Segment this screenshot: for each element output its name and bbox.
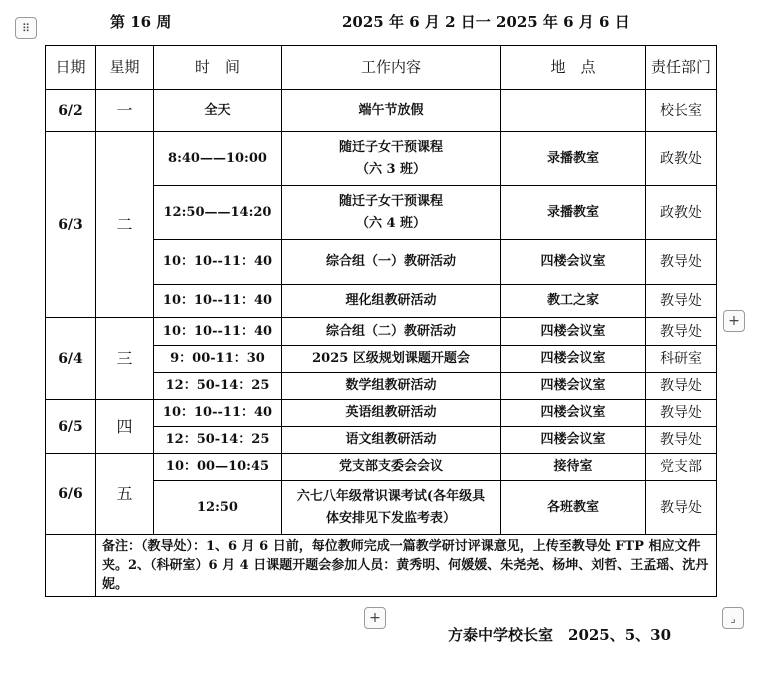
dept-cell: 教导处 [646, 318, 717, 346]
table-move-handle-icon[interactable]: ⠿ [15, 17, 37, 39]
header-dept: 责任部门 [646, 46, 717, 90]
header-location: 地 点 [501, 46, 646, 90]
content-cell [282, 373, 501, 400]
content-cell [282, 454, 501, 481]
location-cell [501, 90, 646, 132]
table-row [46, 400, 717, 427]
location-cell: 四楼会议室 [501, 427, 646, 454]
dept-cell: 政教处 [646, 132, 717, 186]
schedule-table [45, 45, 717, 597]
resize-corner-icon[interactable]: ⌟ [722, 607, 744, 629]
dept-cell: 教导处 [646, 240, 717, 285]
table-row [46, 318, 717, 346]
header-row [46, 46, 717, 90]
dept-cell: 党支部 [646, 454, 717, 481]
time-cell: 10：10--11：40 [154, 285, 282, 318]
table-row [46, 132, 717, 186]
location-cell: 四楼会议室 [501, 373, 646, 400]
content-line: 六七八年级常识课考试(各年级具 [296, 488, 486, 504]
content-cell [282, 132, 501, 186]
table-row [46, 90, 717, 132]
content-line: 综合组（二）教研活动 [325, 323, 456, 339]
header-date: 日期 [46, 46, 96, 90]
dept-cell: 校长室 [646, 90, 717, 132]
date-cell: 6/6 [46, 454, 96, 535]
add-column-plus-icon[interactable]: + [723, 310, 745, 332]
time-cell: 12:50——14:20 [154, 186, 282, 240]
location-cell: 四楼会议室 [501, 240, 646, 285]
location-cell: 四楼会议室 [501, 346, 646, 373]
date-cell: 6/2 [46, 90, 96, 132]
footer-signature: 方泰中学校长室 2025、5、30 [448, 626, 672, 644]
date-cell: 6/3 [46, 132, 96, 318]
weekday-cell: 二 [96, 132, 154, 318]
weekday-cell: 四 [96, 400, 154, 454]
content-cell [282, 427, 501, 454]
time-cell: 10：10--11：40 [154, 318, 282, 346]
content-line: 综合组（一）教研活动 [325, 254, 456, 269]
weekday-cell: 一 [96, 90, 154, 132]
dept-cell: 教导处 [646, 285, 717, 318]
content-line: （六 3 班） [355, 161, 427, 177]
content-cell [282, 318, 501, 346]
content-cell [282, 400, 501, 427]
time-cell: 全天 [154, 90, 282, 132]
note-empty-cell [46, 535, 96, 597]
date-range: 2025 年 6 月 2 日一 2025 年 6 月 6 日 [342, 13, 630, 31]
content-line: 随迁子女干预课程 [338, 193, 443, 209]
location-cell: 录播教室 [501, 186, 646, 240]
dept-cell: 科研室 [646, 346, 717, 373]
dept-cell: 政教处 [646, 186, 717, 240]
weekday-cell: 五 [96, 454, 154, 535]
location-cell: 四楼会议室 [501, 318, 646, 346]
header-time: 时 间 [154, 46, 282, 90]
time-cell: 12：50-14：25 [154, 373, 282, 400]
time-cell: 12：50-14：25 [154, 427, 282, 454]
content-line: 随迁子女干预课程 [338, 139, 443, 155]
week-label: 第 16 周 [110, 13, 172, 31]
dept-cell: 教导处 [646, 373, 717, 400]
note-row [46, 535, 717, 597]
time-cell: 10：10--11：40 [154, 400, 282, 427]
note-cell: 备注：（教导处）：1、6 月 6 日前，每位教师完成一篇教学研讨评课意见，上传至教导处 FTP 相应文件夹。2、（科研室）6 月 4 日课题开题会参加人员：黄秀明、何媛媛、朱尧尧、杨坤、刘哲、王孟瑶、沈丹妮。 [96, 535, 717, 597]
content-cell [282, 186, 501, 240]
header-content: 工作内容 [282, 46, 501, 90]
content-line: 体安排见下发监考表） [325, 510, 456, 526]
content-line: 数学组教研活动 [345, 378, 437, 393]
time-cell: 12:50 [154, 481, 282, 535]
content-line: 端午节放假 [358, 102, 424, 118]
dept-cell: 教导处 [646, 400, 717, 427]
location-cell: 录播教室 [501, 132, 646, 186]
content-cell [282, 346, 501, 373]
date-cell: 6/5 [46, 400, 96, 454]
content-cell [282, 481, 501, 535]
content-cell [282, 285, 501, 318]
location-cell: 四楼会议室 [501, 400, 646, 427]
content-line: 党支部支委会会议 [338, 459, 443, 474]
content-line: （六 4 班） [355, 215, 427, 231]
content-line: 英语组教研活动 [345, 405, 437, 420]
content-cell [282, 240, 501, 285]
content-cell [282, 90, 501, 132]
content-line: 理化组教研活动 [345, 293, 437, 308]
date-cell: 6/4 [46, 318, 96, 400]
time-cell: 10：00—10:45 [154, 454, 282, 481]
add-row-plus-icon[interactable]: + [364, 607, 386, 629]
location-cell: 教工之家 [501, 285, 646, 318]
dept-cell: 教导处 [646, 481, 717, 535]
content-line: 语文组教研活动 [345, 432, 437, 447]
header-weekday: 星期 [96, 46, 154, 90]
time-cell: 9：00-11：30 [154, 346, 282, 373]
location-cell: 接待室 [501, 454, 646, 481]
time-cell: 8:40——10:00 [154, 132, 282, 186]
content-line: 2025 区级规划课题开题会 [312, 351, 470, 366]
location-cell: 各班教室 [501, 481, 646, 535]
table-row [46, 454, 717, 481]
time-cell: 10：10--11：40 [154, 240, 282, 285]
dept-cell: 教导处 [646, 427, 717, 454]
weekday-cell: 三 [96, 318, 154, 400]
